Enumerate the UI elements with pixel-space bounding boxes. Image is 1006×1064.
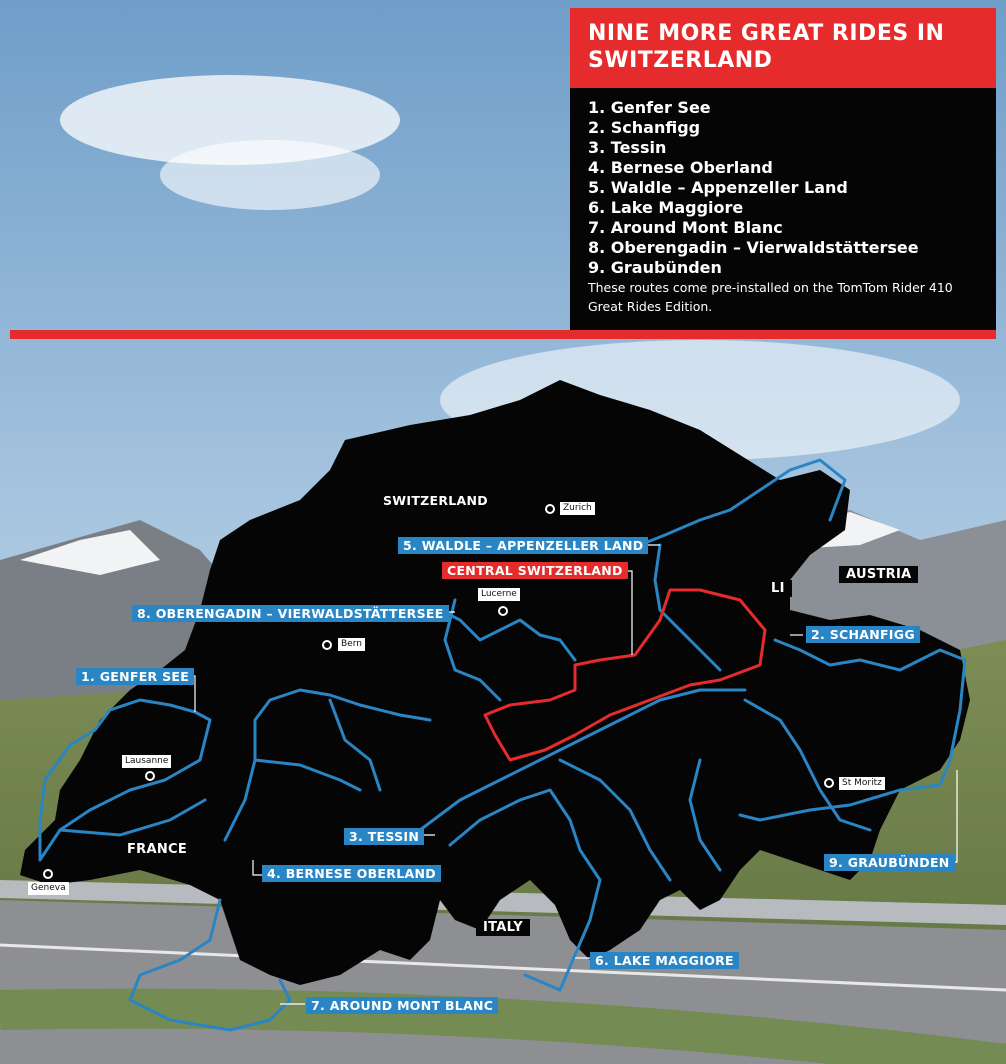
route-label-around-mont-blanc: 7. AROUND MONT BLANC — [306, 997, 498, 1014]
city-marker-bern — [322, 640, 332, 650]
route-label-central-switzerland: CENTRAL SWITZERLAND — [442, 562, 628, 579]
list-item: 3. Tessin — [588, 138, 667, 157]
country-label-switzerland: SWITZERLAND — [383, 493, 488, 508]
list-item: 1. Genfer See — [588, 98, 711, 117]
city-marker-lausanne — [145, 771, 155, 781]
city-marker-geneva — [43, 869, 53, 879]
city-label-lausanne: Lausanne — [122, 755, 171, 768]
route-label-bernese-oberland: 4. BERNESE OBERLAND — [262, 865, 441, 882]
great-rides-panel — [570, 8, 996, 330]
panel-note: These routes come pre-installed on the TomTom Rider 410 Great Rides Edition. — [588, 280, 953, 314]
route-label-tessin: 3. TESSIN — [344, 828, 424, 845]
list-item: 7. Around Mont Blanc — [588, 218, 783, 237]
list-item: 4. Bernese Oberland — [588, 158, 773, 177]
route-label-oberengadin: 8. OBERENGADIN – VIERWALDSTÄTTERSEE — [132, 605, 449, 622]
country-label-france: FRANCE — [120, 841, 194, 858]
country-label-austria: AUSTRIA — [839, 566, 918, 583]
route-label-schanfigg: 2. SCHANFIGG — [806, 626, 920, 643]
route-label-genfer-see: 1. GENFER SEE — [76, 668, 194, 685]
country-label-li: LI — [764, 580, 792, 597]
route-label-waldle-appenzeller: 5. WALDLE – APPENZELLER LAND — [398, 537, 648, 554]
list-item: 2. Schanfigg — [588, 118, 701, 137]
list-item: 6. Lake Maggiore — [588, 198, 744, 217]
list-item: 9. Graubünden — [588, 258, 722, 277]
country-label-italy: ITALY — [476, 919, 530, 936]
routes-list — [570, 88, 996, 278]
panel-title: NINE MORE GREAT RIDES IN SWITZERLAND — [588, 21, 945, 73]
route-label-graubunden: 9. GRAUBÜNDEN — [824, 854, 955, 871]
red-divider — [10, 330, 996, 339]
city-label-geneva: Geneva — [28, 882, 69, 895]
panel-header — [570, 8, 996, 88]
city-label-bern: Bern — [338, 638, 365, 651]
city-label-zurich: Zurich — [560, 502, 595, 515]
city-marker-zurich — [545, 504, 555, 514]
city-marker-lucerne — [498, 606, 508, 616]
city-label-st-moritz: St Moritz — [839, 777, 885, 790]
city-marker-st-moritz — [824, 778, 834, 788]
route-label-lake-maggiore: 6. LAKE MAGGIORE — [590, 952, 739, 969]
list-item: 5. Waldle – Appenzeller Land — [588, 178, 848, 197]
city-label-lucerne: Lucerne — [478, 588, 520, 601]
list-item: 8. Oberengadin – Vierwaldstättersee — [588, 238, 919, 257]
